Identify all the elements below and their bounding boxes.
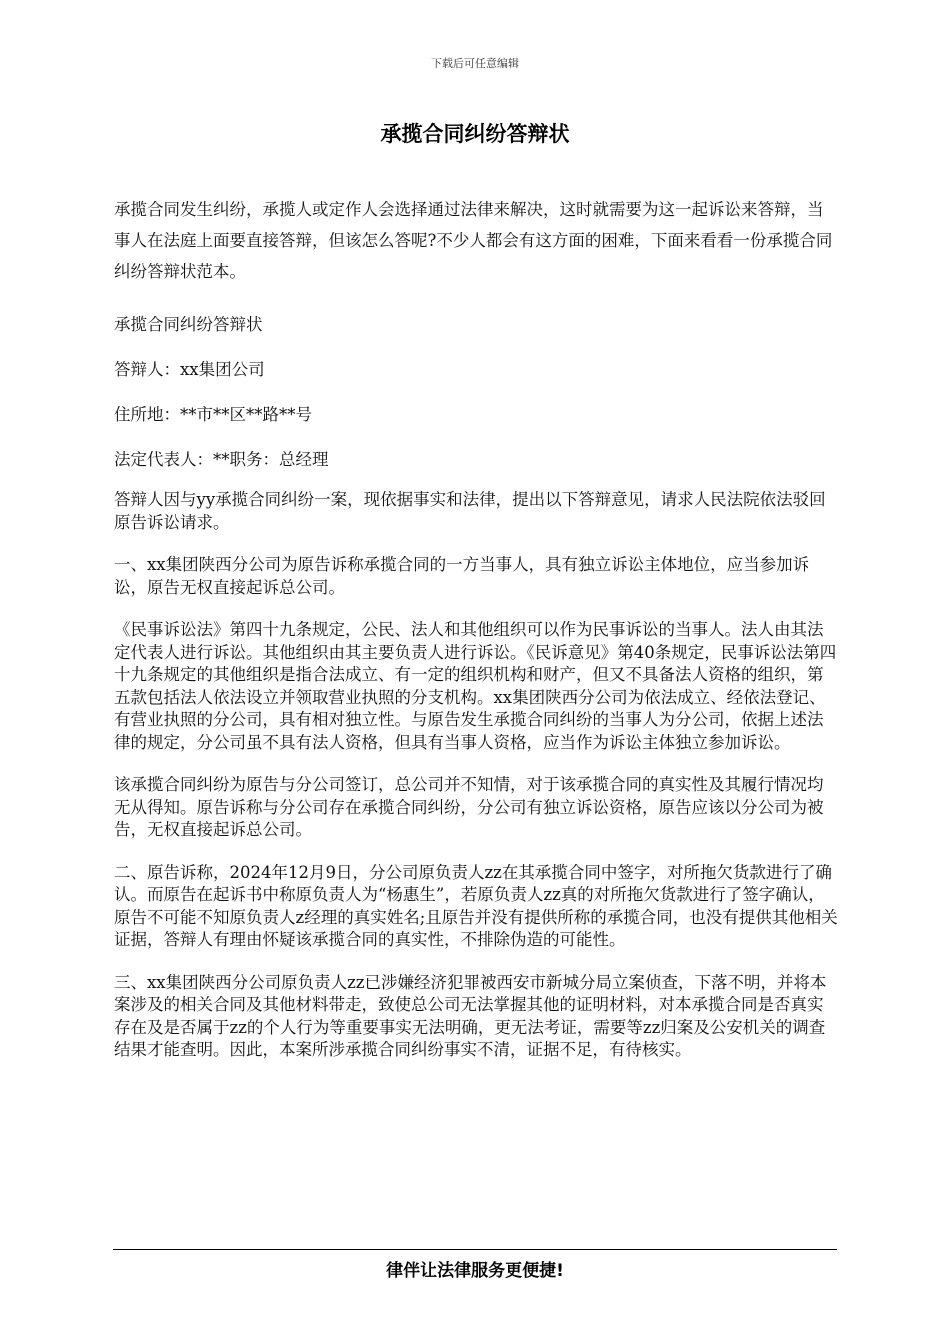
respondent-line: 答辩人：xx集团公司 <box>114 360 265 379</box>
intro-paragraph: 承揽合同发生纠纷，承揽人或定作人会选择通过法律来解决，这时就需要为这一起诉讼来答辩，当事人在法庭上面要直接答辩，但该怎么答呢?不少人都会有这方面的困难，下面来看看一份承揽合同纠纷答辩状范本。 <box>114 200 833 281</box>
legal-basis-paragraph: 《民事诉讼法》第四十九条规定，公民、法人和其他组织可以作为民事诉讼的当事人。法人由其法定代表人进行诉讼。其他组织由其主要负责人进行诉讼。《民诉意见》第40条规定，民事诉讼法第四十九条规定的其他组织是指合法成立、有一定的组织机构和财产，但又不具备法人资格的组织，第五款包括法人依法设立并领取营业执照的分支机构。xx集团陕西分公司为依法成立、经依法登记、有营业执照的分公司，具有相对独立性。与原告发生承揽合同纠纷的当事人为分公司，依据上述法律的规定，分公司虽不具有法人资格，但具有当事人资格，应当作为诉讼主体独立参加诉讼。 <box>114 620 837 752</box>
statement-paragraph: 答辩人因与yy承揽合同纠纷一案，现依据事实和法律，提出以下答辩意见，请求人民法院依法驳回原告诉讼请求。 <box>114 490 826 532</box>
footer-slogan: 律伴让法律服务更便捷! <box>386 1261 564 1281</box>
legal-representative-line: 法定代表人：**职务：总经理 <box>114 450 329 469</box>
point-three-paragraph: 三、xx集团陕西分公司原负责人zz已涉嫌经济犯罪被西安市新城分局立案侦查，下落不明，并将本案涉及的相关合同及其他材料带走，致使总公司无法掌握其他的证明材料，对本承揽合同是否真实存在及是否属于zz的个人行为等重要事实无法明确，更无法考证，需要等zz归案及公安机关的调查结果才能查明。因此，本案所涉承揽合同纠纷事实不清，证据不足，有待核实。 <box>114 972 827 1059</box>
document-title: 承揽合同纠纷答辩状 <box>380 122 570 146</box>
document-body <box>114 194 838 1082</box>
header-note: 下载后可任意编辑 <box>431 57 519 70</box>
contract-knowledge-paragraph: 该承揽合同纠纷为原告与分公司签订，总公司并不知情，对于该承揽合同的真实性及其履行情况均无从得知。原告诉称与分公司存在承揽合同纠纷，分公司有独立诉讼资格，原告应该以分公司为被告，无权直接起诉总公司。 <box>114 775 824 839</box>
footer-divider <box>113 1249 837 1250</box>
point-two-paragraph: 二、原告诉称，2024年12月9日，分公司原负责人zz在其承揽合同中签字，对所拖欠货款进行了确认。而原告在起诉书中称原负责人为“杨惠生”，若原负责人zz真的对所拖欠货款进行了签字确认，原告不可能不知原负责人z经理的真实姓名;且原告并没有提供所称的承揽合同，也没有提供其他相关证据，答辩人有理由怀疑该承揽合同的真实性，不排除伪造的可能性。 <box>114 862 838 949</box>
point-one-paragraph: 一、xx集团陕西分公司为原告诉称承揽合同的一方当事人，具有独立诉讼主体地位，应当参加诉讼，原告无权直接起诉总公司。 <box>114 555 810 597</box>
address-line: 住所地：**市**区**路**号 <box>114 405 312 424</box>
statement-heading: 承揽合同纠纷答辩状 <box>114 315 263 334</box>
